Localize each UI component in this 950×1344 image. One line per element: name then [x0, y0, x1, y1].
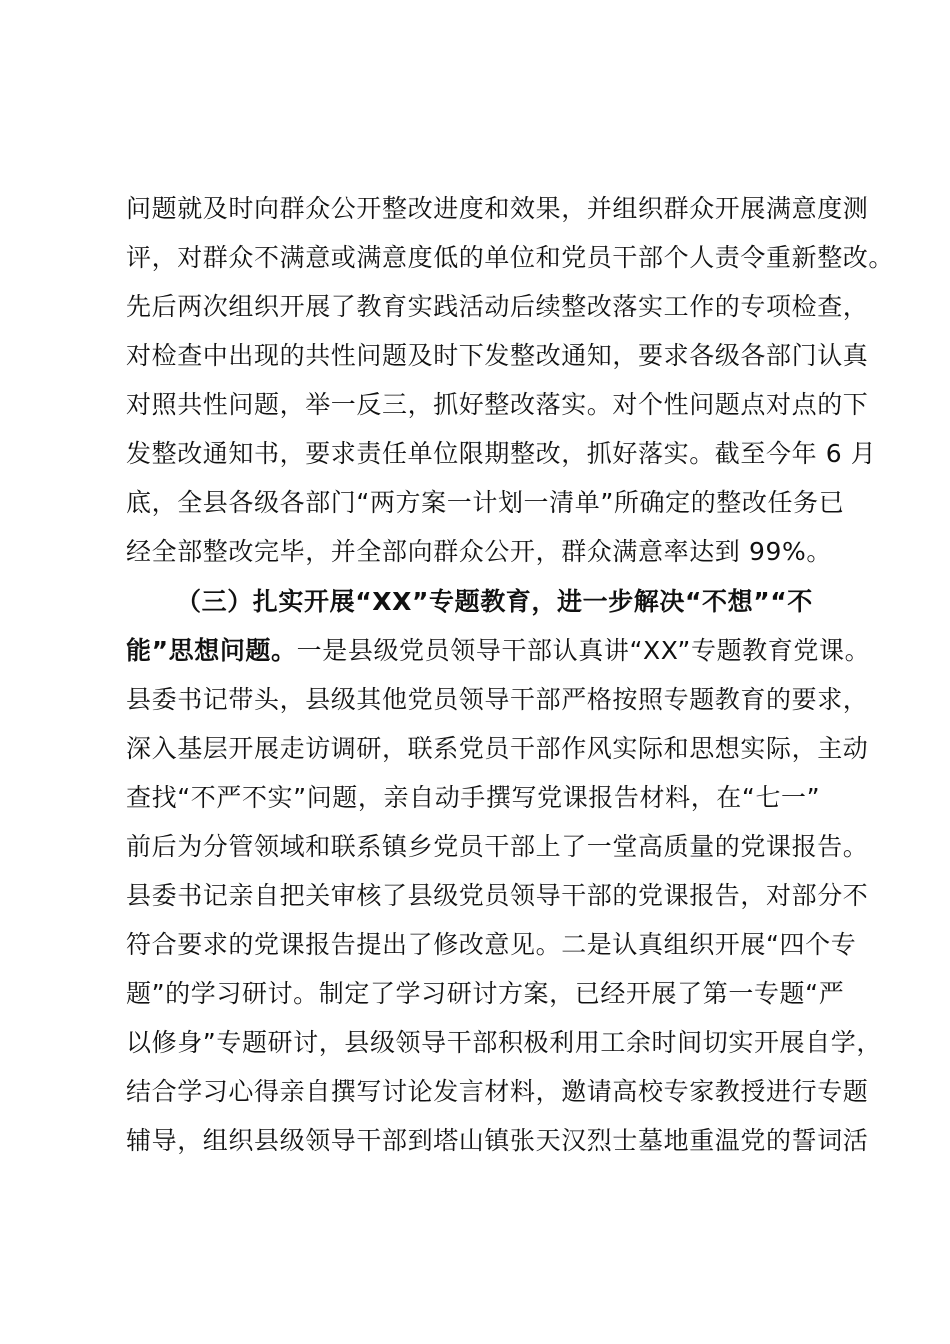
text-line: 辅导，组织县级领导干部到塔山镇张天汉烈士墓地重温党的誓词活 [126, 1126, 869, 1155]
text-line: 题”的学习研讨。制定了学习研讨方案，已经开展了第一专题“严 [126, 979, 845, 1008]
text-line-rest: 一是县级党员领导干部认真讲“XX”专题教育党课。 [296, 636, 871, 665]
text-line: 结合学习心得亲自撰写讨论发言材料，邀请高校专家教授进行专题 [126, 1077, 869, 1106]
text-line: 先后两次组织开展了教育实践活动后续整改落实工作的专项检查， [126, 292, 869, 321]
section-heading-continued: 能”思想问题。 [126, 636, 297, 665]
text-line: 前后为分管领域和联系镇乡党员干部上了一堂高质量的党课报告。 [126, 832, 869, 861]
text-line: 对检查中出现的共性问题及时下发整改通知，要求各级各部门认真 [126, 341, 869, 370]
text-line: 深入基层开展走访调研，联系党员干部作风实际和思想实际，主动 [126, 734, 869, 763]
text-line: 经全部整改完毕，并全部向群众公开，群众满意率达到 99%。 [126, 537, 832, 566]
text-line: 发整改通知书，要求责任单位限期整改，抓好落实。截至今年 6 月 [126, 439, 877, 468]
text-line [126, 626, 871, 675]
text-line: 县委书记带头，县级其他党员领导干部严格按照专题教育的要求， [126, 685, 869, 714]
text-line: 对照共性问题，举一反三，抓好整改落实。对个性问题点对点的下 [126, 390, 869, 419]
text-line: 查找“不严不实”问题，亲自动手撰写党课报告材料，在“七一” [126, 783, 821, 812]
text-line: 问题就及时向群众公开整改进度和效果，并组织群众开展满意度测 [126, 194, 869, 223]
text-line: 评，对群众不满意或满意度低的单位和党员干部个人责令重新整改。 [126, 243, 895, 272]
paragraph-rectification [126, 184, 895, 576]
text-line: 符合要求的党课报告提出了修改意见。二是认真组织开展“四个专 [126, 930, 857, 959]
paragraph-special-education [126, 577, 882, 1165]
text-line: 底，全县各级各部门“两方案一计划一清单”所确定的整改任务已 [126, 488, 845, 517]
section-heading: （三）扎实开展“XX”专题教育，进一步解决“不想”“不 [176, 587, 813, 616]
text-line: 以修身”专题研讨，县级领导干部积极利用工余时间切实开展自学， [126, 1028, 882, 1057]
text-line: 县委书记亲自把关审核了县级党员领导干部的党课报告，对部分不 [126, 881, 869, 910]
